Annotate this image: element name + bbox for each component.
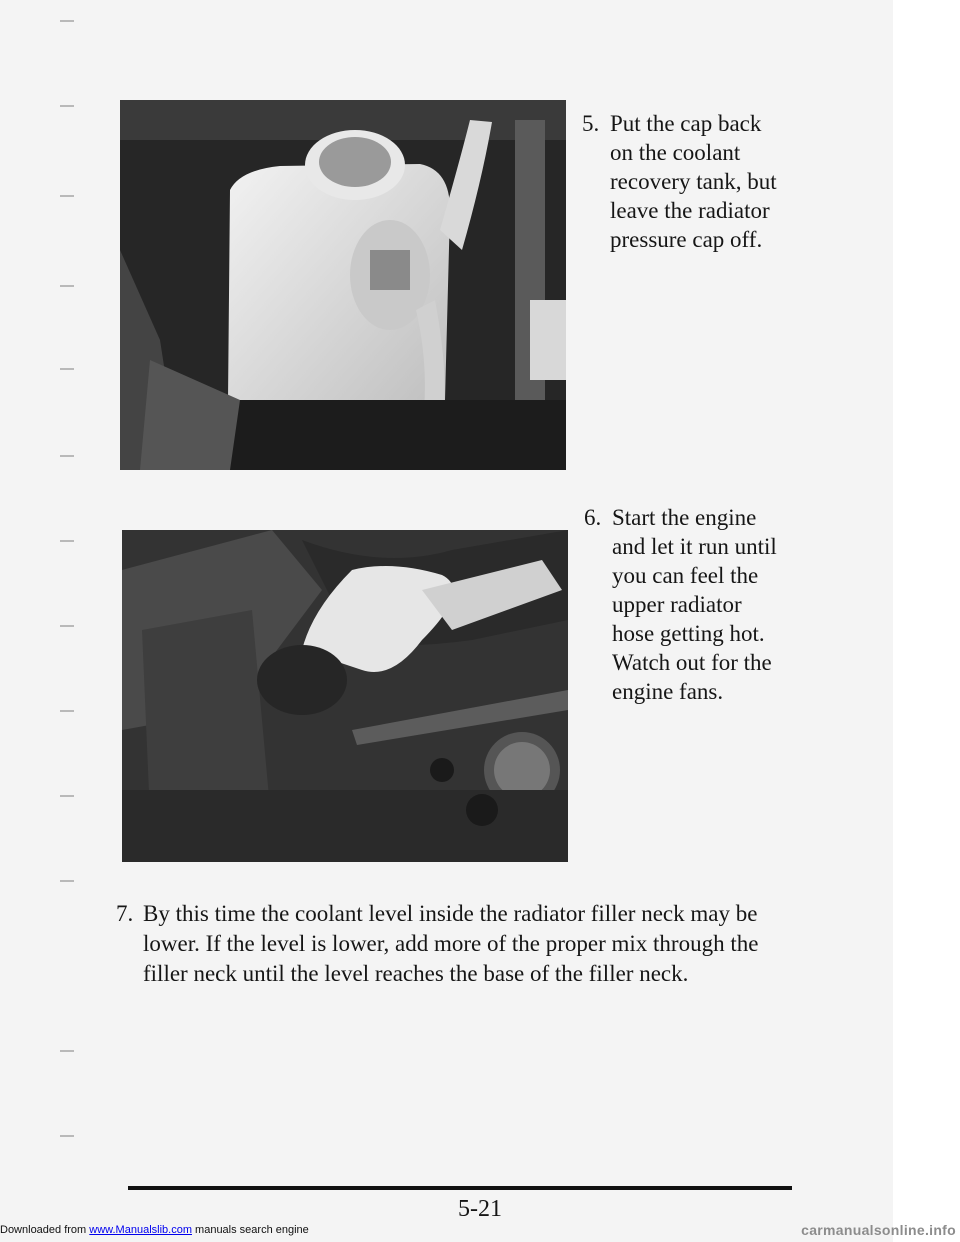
margin-mark (60, 195, 74, 197)
download-footer (0, 1224, 309, 1236)
page-number: 5-21 (458, 1196, 502, 1222)
step-number: 5. (582, 111, 600, 136)
coolant-recovery-tank-photo (120, 100, 566, 470)
site-watermark: carmanualsonline.info (801, 1222, 956, 1238)
margin-mark (60, 105, 74, 107)
margin-mark (60, 880, 74, 882)
step-text: By this time the coolant level inside the radiator filler neck may be lower. If the level is lower, add more of the proper mix through the filler neck until the level reaches the base of the filler neck. (143, 901, 759, 986)
step-number: 6. (584, 505, 602, 530)
margin-mark (60, 285, 74, 287)
margin-mark (60, 20, 74, 22)
margin-mark (60, 625, 74, 627)
margin-mark (60, 795, 74, 797)
footer-suffix: manuals search engine (191, 1224, 309, 1236)
step-number: 7. (116, 901, 134, 926)
right-margin-strip (893, 0, 960, 1242)
margin-mark (60, 1135, 74, 1137)
step-text: Put the cap back on the coolant recovery tank, but leave the radiator pressure cap off. (610, 111, 777, 252)
footer-prefix: Downloaded from (0, 1224, 90, 1236)
step-text: Start the engine and let it run until you can feel the upper radiator hose getting hot. Watch out for the engine fans. (612, 505, 777, 704)
margin-mark (60, 368, 74, 370)
margin-mark (60, 710, 74, 712)
manualslib-link[interactable]: www.Manualslib.com (89, 1224, 192, 1236)
footer-rule (128, 1186, 792, 1190)
margin-mark (60, 455, 74, 457)
margin-mark (60, 540, 74, 542)
margin-mark (60, 1050, 74, 1052)
upper-radiator-hose-photo (122, 530, 568, 862)
